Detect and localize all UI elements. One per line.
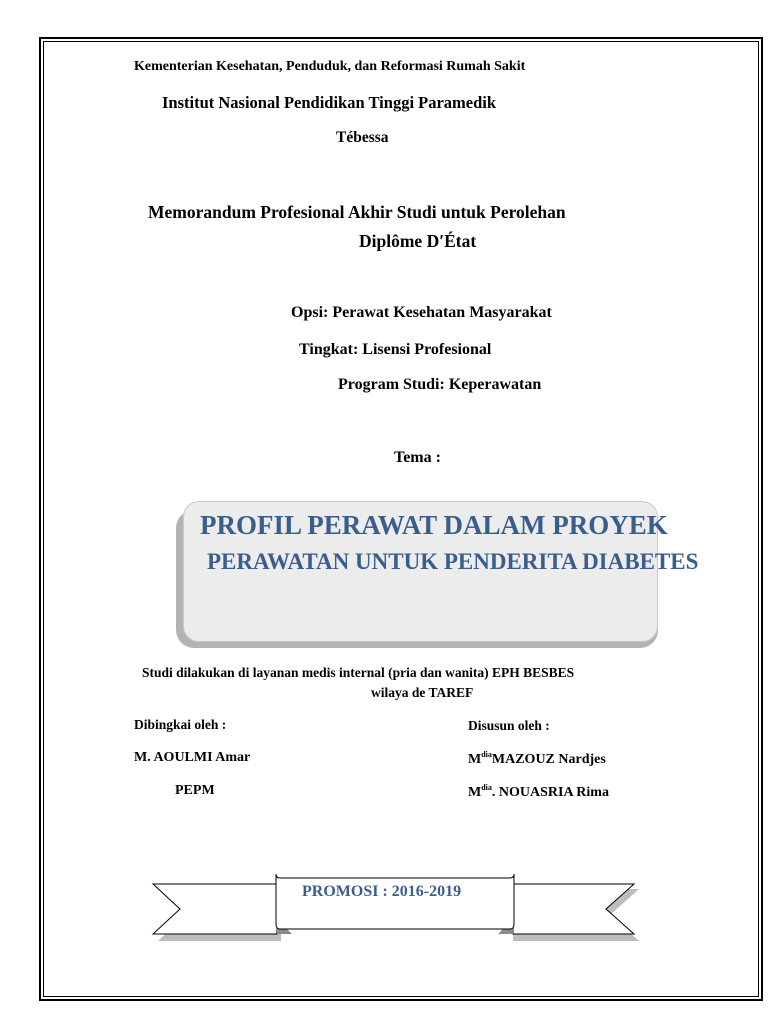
author-2-name: . NOUASRIA Rima (491, 785, 609, 800)
ministry-name: Kementerian Kesehatan, Penduduk, dan Reformasi Rumah Sakit (134, 59, 526, 74)
author-1-prefix: M (468, 752, 482, 767)
authors-label: Disusun oleh : (468, 718, 550, 733)
theme-title-line1: PROFIL PERAWAT DALAM PROYEK (200, 510, 668, 540)
memorandum-title-line1: Memorandum Profesional Akhir Studi untuk Perolehan (148, 202, 566, 222)
study-location-line1: Studi dilakukan di layanan medis internal (pria dan wanita) EPH BESBES (142, 665, 575, 680)
theme-title-line2: PERAWATAN UNTUK PENDERITA DIABETES (207, 549, 699, 574)
supervisor-label: Dibingkai oleh : (134, 717, 227, 732)
option-line: Opsi: Perawat Kesehatan Masyarakat (291, 304, 552, 321)
memorandum-title-line2: Diplôme D′État (359, 231, 477, 251)
ribbon-left-tail (153, 884, 277, 934)
author-1-name: MAZOUZ Nardjes (491, 752, 606, 767)
study-location-line2: wilaya de TAREF (371, 685, 474, 700)
author-2-prefix: M (468, 785, 482, 800)
level-line: Tingkat: Lisensi Profesional (299, 341, 492, 358)
supervisor-title: PEPM (175, 783, 215, 798)
city-name: Tébessa (336, 129, 389, 146)
supervisor-name: M. AOULMI Amar (134, 750, 251, 765)
study-program-line: Program Studi: Keperawatan (338, 376, 542, 393)
theme-label: Tema : (394, 449, 441, 466)
author-1-title-sup: dia (481, 750, 492, 759)
promotion-years: PROMOSI : 2016-2019 (302, 883, 462, 900)
institute-name: Institut Nasional Pendidikan Tinggi Paramedik (162, 93, 497, 112)
author-2-title-sup: dia (481, 783, 492, 792)
